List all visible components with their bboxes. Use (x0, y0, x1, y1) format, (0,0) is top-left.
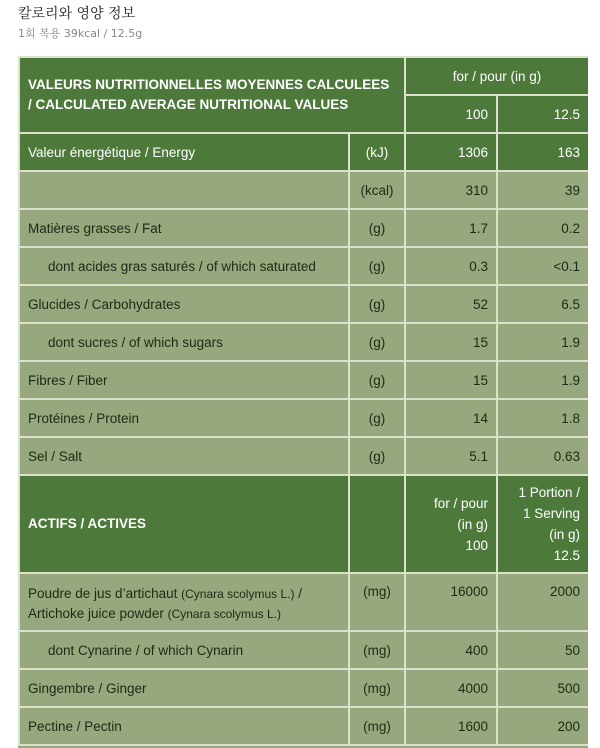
row-value-serving: 0.63 (497, 437, 588, 475)
table-row (19, 133, 588, 171)
row-label (19, 171, 349, 209)
serving-summary: 1회 복용 39kcal / 12.5g (18, 27, 143, 40)
row-unit: (g) (349, 247, 405, 285)
table-header-row (19, 57, 588, 95)
row-unit: (g) (349, 285, 405, 323)
row-unit: (mg) (349, 573, 405, 631)
table-row (19, 437, 588, 475)
actives-col-header-100 (405, 475, 497, 573)
row-unit: (g) (349, 209, 405, 247)
row-unit: (mg) (349, 707, 405, 745)
page-title: 칼로리와 영양 정보 (18, 6, 136, 22)
row-value-100: 14 (405, 399, 497, 437)
table-row (19, 171, 588, 209)
row-unit: (g) (349, 323, 405, 361)
row-value-serving: 163 (497, 133, 588, 171)
nutrition-table (18, 56, 588, 746)
row-value-100: 1.7 (405, 209, 497, 247)
row-unit: (g) (349, 399, 405, 437)
header-line: (in g) (549, 527, 581, 542)
row-value-100: 15 (405, 361, 497, 399)
row-label: Gingembre / Ginger (19, 669, 349, 707)
row-value-100: 52 (405, 285, 497, 323)
row-label (19, 573, 349, 631)
label-line (28, 604, 340, 624)
row-unit: (kJ) (349, 133, 405, 171)
label-separator: / (294, 586, 302, 601)
row-label: dont acides gras saturés / of which saturated (19, 247, 349, 285)
row-value-serving: 0.2 (497, 209, 588, 247)
row-label: Glucides / Carbohydrates (19, 285, 349, 323)
row-unit: (g) (349, 361, 405, 399)
row-label: Pectine / Pectin (19, 707, 349, 745)
table-row (19, 323, 588, 361)
row-value-100: 16000 (405, 573, 497, 631)
per-label: for / pour (in g) (405, 57, 588, 95)
col-header-100: 100 (405, 95, 497, 133)
row-label: dont sucres / of which sugars (19, 323, 349, 361)
header-line: 12.5 (553, 548, 581, 563)
table-row (19, 669, 588, 707)
row-value-serving: 200 (497, 707, 588, 745)
table-title: VALEURS NUTRITIONNELLES MOYENNES CALCULEES / CALCULATED AVERAGE NUTRITIONAL VALUES (19, 57, 405, 133)
row-label: Fibres / Fiber (19, 361, 349, 399)
header-line: for / pour (433, 495, 488, 511)
table-row (19, 361, 588, 399)
table-row (19, 209, 588, 247)
actives-col-header-serving (497, 475, 588, 573)
header-line: (in g) (457, 516, 488, 532)
header-line: 100 (465, 537, 488, 553)
row-unit: (mg) (349, 669, 405, 707)
row-value-serving: 50 (497, 631, 588, 669)
nutrition-label (18, 56, 588, 748)
page-header (18, 4, 142, 42)
row-value-serving: 1.9 (497, 323, 588, 361)
row-label: Valeur énergétique / Energy (19, 133, 349, 171)
actives-unit-spacer (349, 475, 405, 573)
row-value-serving: 1.8 (497, 399, 588, 437)
header-line: 1 Serving (522, 506, 581, 521)
table-row (19, 399, 588, 437)
row-unit: (mg) (349, 631, 405, 669)
label-text: Poudre de jus d’artichaut (28, 586, 178, 601)
row-value-100: 1306 (405, 133, 497, 171)
row-value-serving: 1.9 (497, 361, 588, 399)
row-unit: (g) (349, 437, 405, 475)
row-value-serving: 2000 (497, 573, 588, 631)
row-value-100: 1600 (405, 707, 497, 745)
table-row (19, 631, 588, 669)
row-label: Sel / Salt (19, 437, 349, 475)
row-value-serving: 500 (497, 669, 588, 707)
label-text: Artichoke juice powder (28, 606, 164, 621)
col-header-12-5: 12.5 (497, 95, 588, 133)
row-value-100: 400 (405, 631, 497, 669)
row-value-100: 0.3 (405, 247, 497, 285)
table-row (19, 707, 588, 745)
actives-header-row (19, 475, 588, 573)
row-label: Protéines / Protein (19, 399, 349, 437)
table-row (19, 247, 588, 285)
scientific-name: (Cynara scolymus L.) (181, 587, 295, 601)
row-value-serving: 39 (497, 171, 588, 209)
header-line: 1 Portion / (518, 485, 581, 500)
row-value-serving: 6.5 (497, 285, 588, 323)
row-label: dont Cynarine / of which Cynarin (19, 631, 349, 669)
row-value-100: 5.1 (405, 437, 497, 475)
table-row (19, 285, 588, 323)
row-label: Matières grasses / Fat (19, 209, 349, 247)
table-row (19, 573, 588, 631)
row-value-100: 15 (405, 323, 497, 361)
label-line (28, 584, 340, 604)
row-value-100: 4000 (405, 669, 497, 707)
row-unit: (kcal) (349, 171, 405, 209)
scientific-name: (Cynara scolymus L.) (167, 607, 281, 621)
actives-title: ACTIFS / ACTIVES (19, 475, 349, 573)
row-value-serving: <0.1 (497, 247, 588, 285)
row-value-100: 310 (405, 171, 497, 209)
